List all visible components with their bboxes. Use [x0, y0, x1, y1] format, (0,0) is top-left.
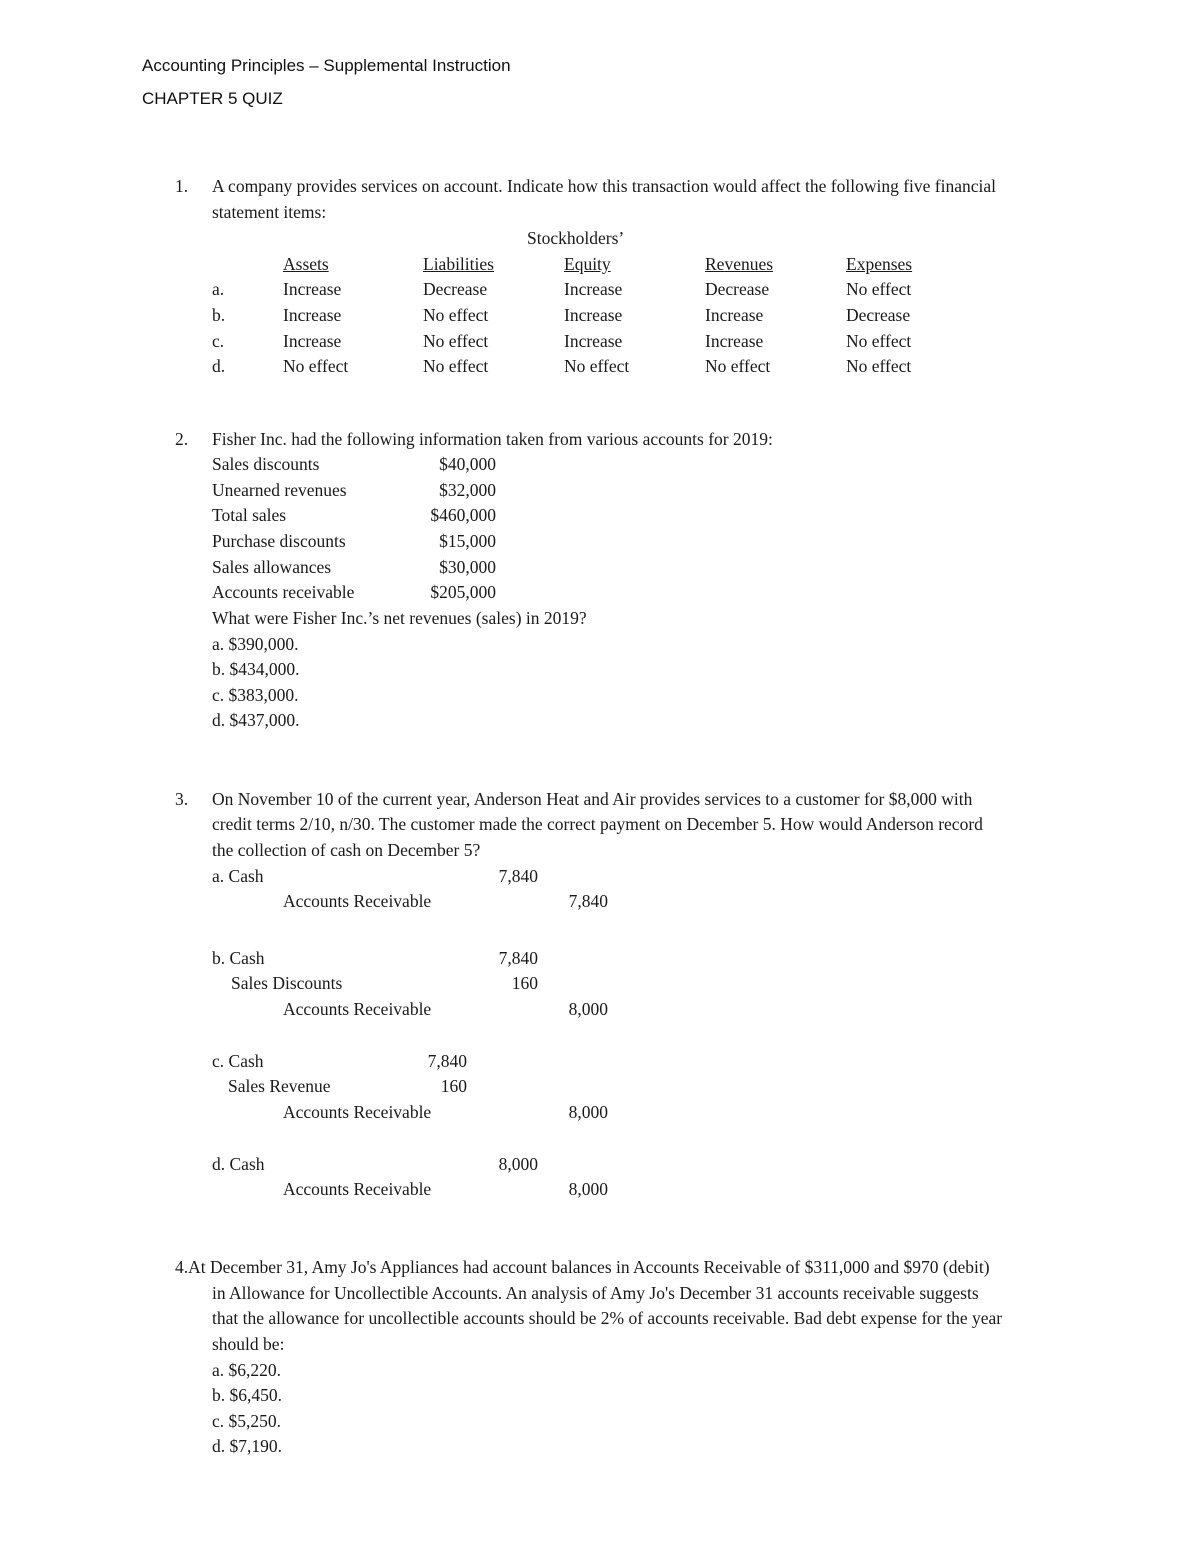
question-text-line: Fisher Inc. had the following information taken from various accounts for 2019:	[212, 429, 773, 449]
question-text-line: the collection of cash on December 5?	[212, 840, 481, 860]
question-number: 3.	[175, 789, 189, 809]
column-header-prefix: Stockholders’	[527, 228, 625, 248]
column-header: Expenses	[846, 254, 913, 274]
entry-account: d. Cash	[212, 1154, 265, 1174]
account-value: $40,000	[439, 454, 496, 474]
account-label: Purchase discounts	[212, 531, 346, 551]
answer-option: c. $5,250.	[212, 1411, 282, 1431]
answer-option: d. $437,000.	[212, 710, 300, 730]
question-text-line: On November 10 of the current year, Anderson Heat and Air provides services to a customer for $8,000 with	[212, 789, 973, 809]
option-label: c.	[212, 331, 225, 351]
chapter-title: CHAPTER 5 QUIZ	[142, 89, 283, 108]
account-label: Unearned revenues	[212, 480, 347, 500]
question-number: 1.	[175, 176, 189, 196]
question-text-line: should be:	[212, 1334, 285, 1354]
entry-debit: 7,840	[498, 866, 538, 886]
answer-option: b. $6,450.	[212, 1385, 282, 1405]
table-cell: No effect	[423, 305, 489, 325]
answer-option: a. $6,220.	[212, 1360, 282, 1380]
table-cell: No effect	[283, 356, 349, 376]
answer-option: a. $390,000.	[212, 634, 299, 654]
question-text-line: credit terms 2/10, n/30. The customer made the correct payment on December 5. How would Anderson record	[212, 814, 983, 834]
table-cell: No effect	[705, 356, 771, 376]
table-cell: Decrease	[423, 279, 488, 299]
table-cell: No effect	[423, 356, 489, 376]
option-label: a.	[212, 279, 225, 299]
table-cell: Increase	[283, 305, 342, 325]
entry-debit: 160	[440, 1076, 467, 1096]
entry-credit: 7,840	[568, 891, 608, 911]
account-label: Sales discounts	[212, 454, 320, 474]
table-cell: Decrease	[846, 305, 911, 325]
account-value: $460,000	[430, 505, 496, 525]
account-label: Sales allowances	[212, 557, 332, 577]
table-cell: No effect	[846, 356, 912, 376]
question-text-line: 4.At December 31, Amy Jo's Appliances had account balances in Accounts Receivable of $311,000 and $970 (debit)	[175, 1257, 990, 1277]
entry-account: Sales Discounts	[231, 973, 343, 993]
entry-account: Accounts Receivable	[283, 891, 432, 911]
table-cell: Increase	[564, 305, 623, 325]
account-value: $205,000	[430, 582, 496, 602]
answer-option: b. $434,000.	[212, 659, 300, 679]
account-label: Accounts receivable	[212, 582, 355, 602]
table-cell: Increase	[283, 279, 342, 299]
table-cell: No effect	[846, 279, 912, 299]
entry-account: a. Cash	[212, 866, 264, 886]
table-cell: Increase	[705, 305, 764, 325]
table-cell: Increase	[564, 279, 623, 299]
question-text-line: in Allowance for Uncollectible Accounts. An analysis of Amy Jo's December 31 accounts receivable suggests	[212, 1283, 979, 1303]
entry-account: c. Cash	[212, 1051, 264, 1071]
entry-debit: 7,840	[498, 948, 538, 968]
option-label: b.	[212, 305, 226, 325]
entry-account: Accounts Receivable	[283, 1102, 432, 1122]
table-cell: Increase	[564, 331, 623, 351]
entry-account: Accounts Receivable	[283, 999, 432, 1019]
document-title: Accounting Principles – Supplemental Instruction	[142, 56, 511, 75]
table-cell: Decrease	[705, 279, 770, 299]
entry-account: Sales Revenue	[228, 1076, 331, 1096]
account-value: $30,000	[439, 557, 496, 577]
column-header: Assets	[283, 254, 329, 274]
account-value: $32,000	[439, 480, 496, 500]
entry-account: b. Cash	[212, 948, 265, 968]
entry-credit: 8,000	[568, 1102, 608, 1122]
table-cell: Increase	[705, 331, 764, 351]
answer-option: c. $383,000.	[212, 685, 299, 705]
table-cell: No effect	[564, 356, 630, 376]
entry-debit: 7,840	[427, 1051, 467, 1071]
table-cell: No effect	[423, 331, 489, 351]
entry-credit: 8,000	[568, 999, 608, 1019]
option-label: d.	[212, 356, 226, 376]
entry-account: Accounts Receivable	[283, 1179, 432, 1199]
account-label: Total sales	[212, 505, 287, 525]
entry-debit: 160	[511, 973, 538, 993]
account-value: $15,000	[439, 531, 496, 551]
question-number: 2.	[175, 429, 189, 449]
question-text-line: statement items:	[212, 202, 327, 222]
answer-option: d. $7,190.	[212, 1436, 282, 1456]
column-header: Liabilities	[423, 254, 494, 274]
question-text-line: that the allowance for uncollectible accounts should be 2% of accounts receivable. Bad debt expense for the year	[212, 1308, 1003, 1328]
table-cell: No effect	[846, 331, 912, 351]
question-text-line: A company provides services on account. Indicate how this transaction would affect the following five financial	[212, 176, 997, 196]
table-cell: Increase	[283, 331, 342, 351]
entry-credit: 8,000	[568, 1179, 608, 1199]
entry-debit: 8,000	[498, 1154, 538, 1174]
column-header: Equity	[564, 254, 611, 274]
question-text-line: What were Fisher Inc.’s net revenues (sales) in 2019?	[212, 608, 587, 628]
column-header: Revenues	[705, 254, 774, 274]
